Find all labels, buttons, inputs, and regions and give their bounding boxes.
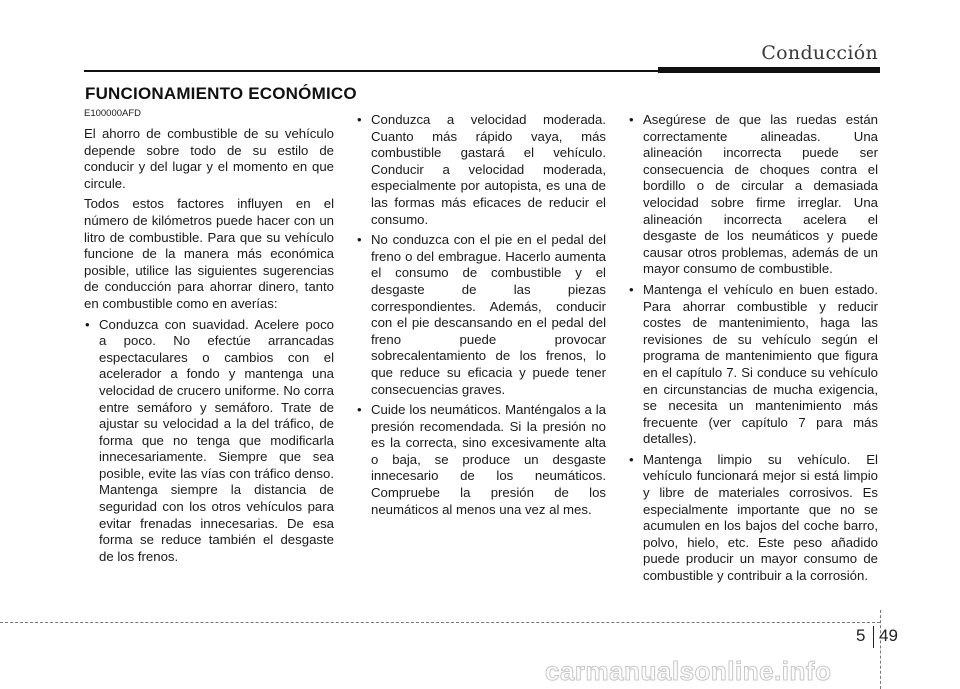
- list-item: • Asegúrese de que las ruedas están correctamente alineadas. Una alineación incorrecta puede ser consecuencia de choques contra el bordillo o de circular a demasiada velocidad sobre firme irreglar. Una alineación incorrecta acelera el desgaste de los neumáticos y puede causar otros problemas, además de un mayor consumo de combustible.: [628, 112, 878, 278]
- page-divider: [873, 626, 874, 648]
- footer-rule: [0, 622, 880, 623]
- tips-list: [84, 317, 334, 566]
- header-rule-thick: [658, 67, 880, 73]
- chapter-number: 5: [856, 626, 866, 645]
- section-title: FUNCIONAMIENTO ECONÓMICO: [85, 84, 357, 103]
- header-rule-thin: [84, 70, 658, 72]
- list-item: • No conduzca con el pie en el pedal del freno o del embrague. Hacerlo aumenta el consumo de combustible y el desgaste de las piezas correspondientes. Además, conducir con el pie descansando en el pedal del freno puede provocar sobrecalentamiento de los frenos, lo que reduce su eficacia y puede tener consecuencias graves.: [356, 232, 606, 398]
- list-item: • Conduzca con suavidad. Acelere poco a poco. No efectúe arrancadas espectaculares o cambios con el acelerador a fondo y mantenga una velocidad de crucero uniforme. No corra entre semáforo y semáforo. Trate de ajustar su velocidad a la del tráfico, de forma que no tenga que modificarla innecesariamente. Siempre que sea posible, evite las vías con tráfico denso. Mantenga siempre la distancia de seguridad con los otros vehículos para evitar frenadas innecesarias. De esa forma se reduce también el desgaste de los frenos.: [84, 317, 334, 566]
- list-item: • Mantenga el vehículo en buen estado. Para ahorrar combustible y reducir costes de mantenimiento, haga las revisiones de su vehículo según el programa de mantenimiento que figura en el capítulo 7. Si conduce su vehículo en circunstancias de mucha exigencia, se necesita un mantenimiento más frecuente (ver capítulo 7 para más detalles).: [628, 282, 878, 448]
- column-1: [84, 108, 334, 569]
- tips-list: [356, 112, 606, 518]
- watermark: carmanualsonline.info: [545, 656, 832, 686]
- column-3: [628, 112, 878, 589]
- section-code: E100000AFD: [84, 108, 142, 119]
- footer-vertical-rule: [880, 610, 881, 689]
- column-2: [356, 112, 606, 522]
- page-number: 49: [879, 626, 898, 645]
- intro-paragraph: El ahorro de combustible de su vehículo depende sobre todo de su estilo de conducir y del lugar y el momento en que circule.: [84, 126, 334, 191]
- list-item: • Conduzca a velocidad moderada. Cuanto más rápido vaya, más combustible gastará el vehículo. Conducir a velocidad moderada, especialmente por autopista, es una de las formas más eficaces de reducir el consumo.: [356, 112, 606, 228]
- header-title: Conducción: [761, 42, 878, 64]
- tips-list: [628, 112, 878, 585]
- list-item: • Cuide los neumáticos. Manténgalos a la presión recomendada. Si la presión no es la correcta, sino excesivamente alta o baja, se produce un desgaste innecesario de los neumáticos. Compruebe la presión de los neumáticos al menos una vez al mes.: [356, 402, 606, 518]
- intro-paragraph: Todos estos factores influyen en el número de kilómetros puede hacer con un litro de combustible. Para que su vehículo funcione de la manera más económica posible, utilice las siguientes sugerencias de conducción para ahorrar dinero, tanto en combustible como en averías:: [84, 196, 334, 311]
- list-item: • Mantenga limpio su vehículo. El vehículo funcionará mejor si está limpio y libre de materiales corrosivos. Es especialmente importante que no se acumulen en los bajos del coche barro, polvo, hielo, etc. Este peso añadido puede producir un mayor consumo de combustible y contribuir a la corrosión.: [628, 452, 878, 585]
